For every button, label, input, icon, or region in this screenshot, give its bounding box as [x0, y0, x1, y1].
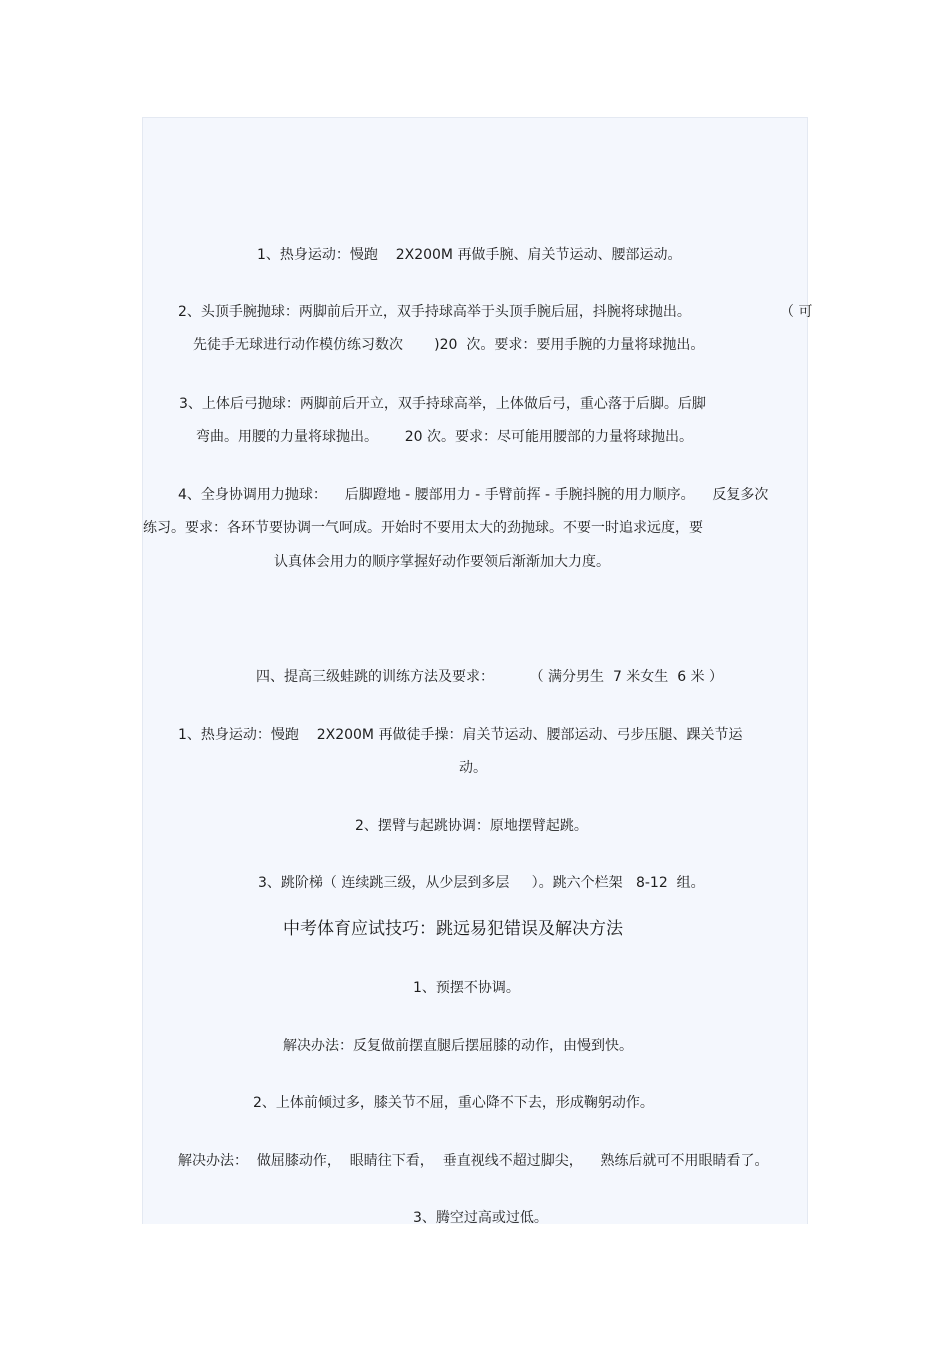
text-line-error-2: 2、上体前倾过多，膝关节不屈，重心降不下去，形成鞠躬动作。: [253, 1095, 654, 1111]
text-line-warmup-2-cont: 动。: [459, 760, 487, 776]
text-line-wrist-throw: 2、头顶手腕抛球：两脚前后开立，双手持球高举于头顶手腕后屈，抖腕将球抛出。: [178, 304, 691, 320]
text-line-arm-swing: 2、摆臂与起跳协调：原地摆臂起跳。: [355, 818, 588, 834]
text-line-wrist-throw-cont: 先徒手无球进行动作模仿练习数次 )20 次。要求：要用手腕的力量将球抛出。: [193, 337, 705, 353]
text-line-stairs: 3、跳阶梯（ 连续跳三级，从少层到多层 ）。跳六个栏架 8-12 组。: [258, 875, 705, 891]
text-line-full-body-throw-cont: 练习。要求：各环节要协调一气呵成。开始时不要用太大的劲抛球。不要一时追求远度，要: [143, 520, 703, 536]
text-line-full-body-throw: 4、全身协调用力抛球： 后脚蹬地 - 腰部用力 - 手臂前挥 - 手腕抖腕的用力顺序。 反复多次: [178, 487, 769, 503]
page-heading: 中考体育应试技巧：跳远易犯错误及解决方法: [283, 919, 623, 939]
text-line-back-arch-throw: 3、上体后弓抛球：两脚前后开立，双手持球高举，上体做后弓，重心落于后脚。后脚: [179, 396, 706, 412]
text-line-full-body-throw-end: 认真体会用力的顺序掌握好动作要领后渐渐加大力度。: [274, 554, 610, 570]
text-line-solution-1: 解决办法：反复做前摆直腿后摆屈膝的动作，由慢到快。: [283, 1038, 633, 1054]
section-title-triple-jump: 四、提高三级蛙跳的训练方法及要求： （ 满分男生 7 米女生 6 米 ）: [256, 669, 724, 685]
text-line-error-3: 3、腾空过高或过低。: [413, 1210, 548, 1226]
text-line-warmup-2: 1、热身运动：慢跑 2X200M 再做徒手操：肩关节运动、腰部运动、弓步压腿、踝关节运: [178, 727, 743, 743]
text-line-back-arch-throw-cont: 弯曲。用腰的力量将球抛出。 20 次。要求：尽可能用腰部的力量将球抛出。: [196, 429, 693, 445]
text-line-warmup-1: 1、热身运动：慢跑 2X200M 再做手腕、肩关节运动、腰部运动。: [257, 247, 682, 263]
text-line-error-1: 1、预摆不协调。: [413, 980, 520, 996]
text-line-solution-2: 解决办法： 做屈膝动作， 眼睛往下看， 垂直视线不超过脚尖， 熟练后就可不用眼睛看了。: [178, 1153, 769, 1169]
text-line-wrist-throw-note: （ 可: [780, 304, 813, 320]
